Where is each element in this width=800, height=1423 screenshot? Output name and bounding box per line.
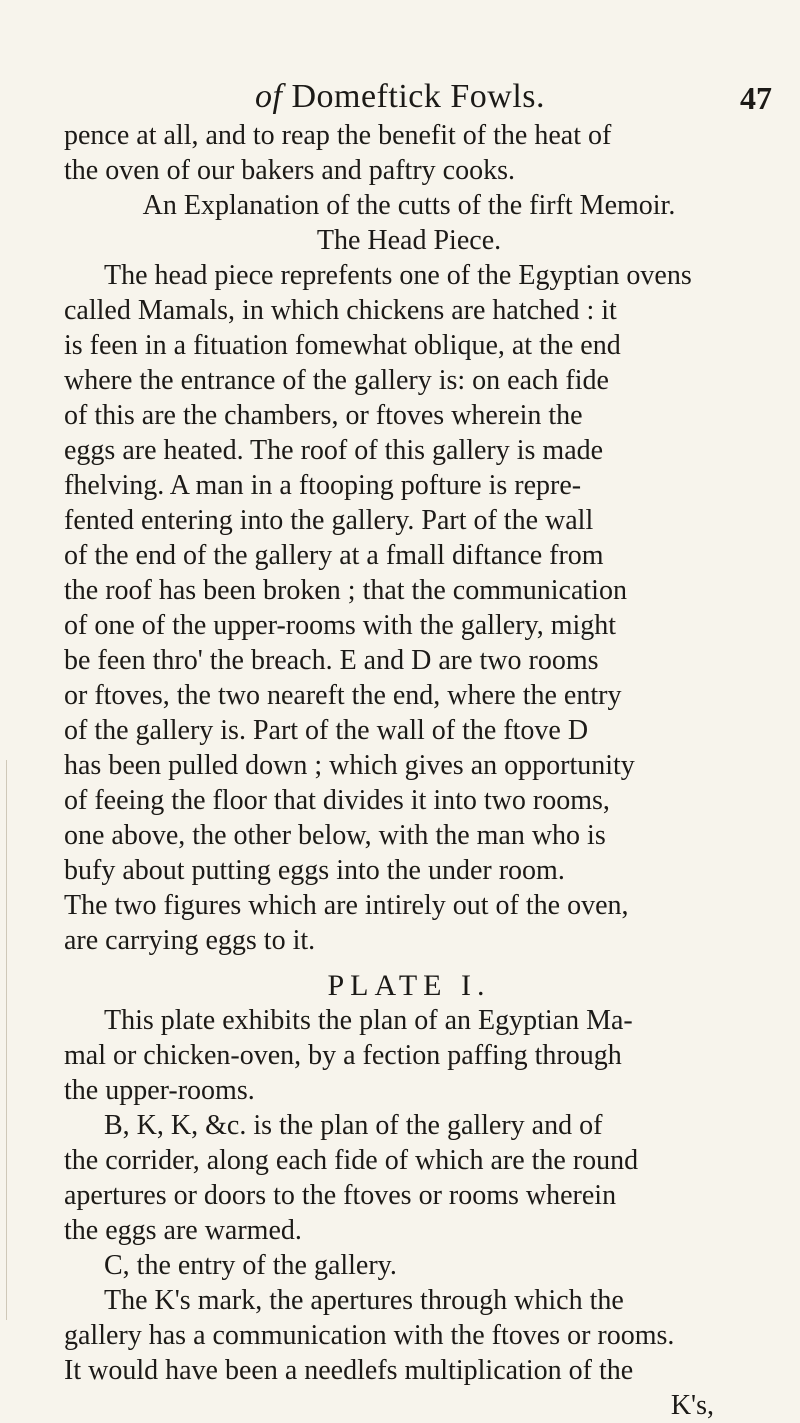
text-line: is feen in a fituation fomewhat oblique, at the end [64, 330, 621, 361]
text-line: one above, the other below, with the man who is [64, 820, 606, 851]
running-title-main: Domeftick Fowls. [291, 78, 545, 115]
running-title-prefix: of [255, 78, 283, 115]
text-line: of this are the chambers, or ftoves wherein the [64, 400, 583, 431]
text-line: This plate exhibits the plan of an Egyptian Ma- [104, 1005, 633, 1036]
text-line: apertures or doors to the ftoves or rooms wherein [64, 1180, 617, 1211]
section-heading: An Explanation of the cutts of the firft Memoir. [142, 190, 676, 221]
page-margin-rule [6, 760, 7, 1320]
text-line: called Mamals, in which chickens are hatched : it [64, 295, 617, 326]
body-text [64, 118, 754, 1423]
text-line: eggs are heated. The roof of this gallery is made [64, 435, 604, 466]
text-line: where the entrance of the gallery is: on each fide [64, 365, 609, 396]
text-line: gallery has a communication with the ftoves or rooms. [64, 1320, 675, 1351]
text-line: the oven of our bakers and paftry cooks. [64, 155, 515, 186]
text-line: or ftoves, the two neareft the end, where the entry [64, 680, 622, 711]
text-line: of feeing the floor that divides it into two rooms, [64, 785, 610, 816]
text-line: C, the entry of the gallery. [104, 1250, 397, 1281]
plate-heading: PLATE I. [327, 969, 491, 1002]
text-line: of the gallery is. Part of the wall of the ftove D [64, 715, 589, 746]
text-line: mal or chicken-oven, by a fection paffing through [64, 1040, 622, 1071]
text-line: It would have been a needlefs multiplication of the [64, 1355, 634, 1386]
text-line: The K's mark, the apertures through which the [104, 1285, 624, 1316]
text-line: has been pulled down ; which gives an opportunity [64, 750, 635, 781]
text-line: pence at all, and to reap the benefit of the heat of [64, 120, 612, 151]
catchword: K's, [670, 1390, 714, 1421]
text-line: the upper-rooms. [64, 1075, 255, 1106]
text-line: of one of the upper-rooms with the gallery, might [64, 610, 617, 641]
text-line: be feen thro' the breach. E and D are two rooms [64, 645, 599, 676]
subsection-heading: The Head Piece. [316, 225, 502, 256]
text-line: fhelving. A man in a ftooping pofture is repre- [64, 470, 582, 501]
text-line: of the end of the gallery at a fmall diftance from [64, 540, 604, 571]
text-line: B, K, K, &c. is the plan of the gallery and of [104, 1110, 603, 1141]
text-line: The head piece reprefents one of the Egyptian ovens [104, 260, 692, 291]
text-line: the corrider, along each fide of which are the round [64, 1145, 639, 1176]
text-line: The two figures which are intirely out of the oven, [64, 890, 629, 921]
text-line: fented entering into the gallery. Part of the wall [64, 505, 594, 536]
text-line: are carrying eggs to it. [64, 925, 316, 956]
text-line: bufy about putting eggs into the under room. [64, 855, 565, 886]
text-line: the roof has been broken ; that the communication [64, 575, 627, 606]
text-line: the eggs are warmed. [64, 1215, 302, 1246]
page-number: 47 [740, 80, 772, 116]
running-title [0, 78, 800, 116]
